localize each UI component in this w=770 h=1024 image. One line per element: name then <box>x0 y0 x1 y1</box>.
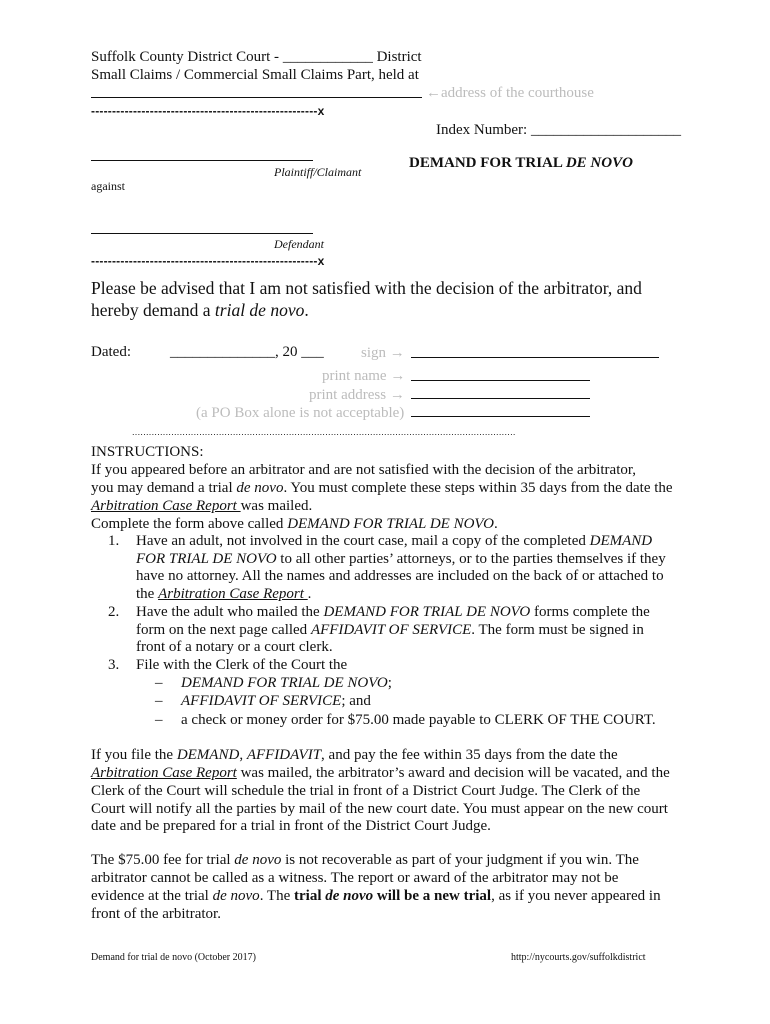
po-box-note: (a PO Box alone is not acceptable) <box>196 405 405 421</box>
step-3-line-1: File with the Clerk of the Court the <box>136 657 348 673</box>
print-address-label: print address → <box>309 387 405 403</box>
form-title <box>409 155 633 172</box>
para3-bold-1: trial <box>294 888 326 904</box>
step2-text-end: forms complete the <box>530 604 650 620</box>
complete-form-line <box>91 515 498 533</box>
caption-separator-top: ------------------------------------------------------x <box>91 104 325 118</box>
cut-line: ......................................................................................................................................... <box>132 427 516 437</box>
against-label: against <box>91 179 125 193</box>
para3-line-3 <box>91 887 661 905</box>
para3-line-2: arbitrator cannot be called as a witness. The report or award of the arbitrator may not be <box>91 870 619 886</box>
file-item-affidavit-end: ; and <box>341 693 371 709</box>
intro2-text: you may demand a trial <box>91 480 237 496</box>
para2-line-2 <box>91 764 670 782</box>
index-number-label <box>436 121 681 139</box>
intro3-text: was mailed. <box>240 498 313 514</box>
address-hint: ←address of the courthouse <box>426 85 594 101</box>
print-address-field-2[interactable] <box>411 416 590 417</box>
index-number-text: Index Number: <box>436 122 528 138</box>
para3-l3-text-end: , as if you never appeared in <box>491 888 661 904</box>
court-part-line: Small Claims / Commercial Small Claims Part, held at <box>91 67 419 83</box>
district-blank: ____________ <box>282 49 373 65</box>
footer-form-id: Demand for trial de novo (October 2017) <box>91 952 256 963</box>
courthouse-address-field[interactable] <box>91 97 422 98</box>
para3-text-end: is not recoverable as part of your judgment if you win. The <box>281 852 639 868</box>
para3-line-1 <box>91 851 639 869</box>
step-3-number: 3. <box>108 657 120 673</box>
notice-text: hereby demand a <box>91 300 215 320</box>
signature-field[interactable] <box>411 357 659 358</box>
file-item-affidavit <box>181 692 371 710</box>
step-1-line-1 <box>136 532 652 550</box>
step-1-line-4 <box>136 585 311 603</box>
step-2-line-1 <box>136 603 650 621</box>
para2-l2-text: was mailed, the arbitrator’s award and decision will be vacated, and the <box>236 765 670 781</box>
para2-line-5: date and be prepared for a trial in front of the District Court Judge. <box>91 818 491 834</box>
print-address-field[interactable] <box>411 398 590 399</box>
court-name-prefix: Suffolk County District Court - <box>91 49 283 65</box>
notice-italic: trial de novo <box>214 300 305 320</box>
instructions-heading: INSTRUCTIONS: <box>91 444 204 460</box>
defendant-field[interactable] <box>91 233 313 234</box>
notice-line-2 <box>91 299 309 321</box>
file-item-demand <box>181 674 392 692</box>
para3-bold-italic: de novo <box>325 888 374 904</box>
intro2-italic: de novo <box>236 480 284 496</box>
dated-label: Dated: <box>91 344 131 360</box>
plaintiff-field[interactable] <box>91 160 313 161</box>
step1-report-ref: Arbitration Case Report <box>158 586 308 602</box>
file-item-demand-end: ; <box>387 675 392 691</box>
step1-l4-text: the <box>136 586 159 602</box>
step-1-line-2 <box>136 550 666 568</box>
caption-separator-bottom: ------------------------------------------------------x <box>91 254 325 268</box>
para2-text-end: , and pay the fee within 35 days from the date the <box>321 747 618 763</box>
bullet-dash: – <box>155 675 163 691</box>
para3-l3-text-2: . The <box>259 888 294 904</box>
step1-l4-period: . <box>307 586 312 602</box>
plaintiff-label: Plaintiff/Claimant <box>274 165 362 179</box>
instructions-intro-2 <box>91 479 673 497</box>
step1-l2-italic: FOR TRIAL DE NOVO <box>136 551 277 567</box>
notice-period: . <box>304 300 309 320</box>
file-item-fee: a check or money order for $75.00 made payable to CLERK OF THE COURT. <box>181 712 656 728</box>
para3-italic: de novo <box>234 852 282 868</box>
step2-l2-text-end: . The form must be signed in <box>471 622 644 638</box>
notice-line-1: Please be advised that I am not satisfied with the decision of the arbitrator, and <box>91 278 642 298</box>
step1-italic: DEMAND <box>589 533 653 549</box>
step2-l2-text: form on the next page called <box>136 622 311 638</box>
instructions-intro-3 <box>91 497 312 515</box>
sign-label: sign → <box>361 345 405 361</box>
step2-text: Have the adult who mailed the <box>136 604 324 620</box>
court-name-suffix: District <box>372 49 422 65</box>
defendant-label: Defendant <box>274 237 324 251</box>
para2-line-4: Court will notify all the parties by mail of the new court date. You must appear on the new court <box>91 801 668 817</box>
instructions-intro-1: If you appeared before an arbitrator and are not satisfied with the decision of the arbitrator, <box>91 462 637 478</box>
para2-text: If you file the <box>91 747 177 763</box>
para3-line-4: front of the arbitrator. <box>91 906 221 922</box>
step-2-number: 2. <box>108 604 120 620</box>
para2-affidavit: AFFIDAVIT <box>246 747 322 763</box>
para3-l3-italic: de novo <box>212 888 260 904</box>
step1-text: Have an adult, not involved in the court case, mail a copy of the completed <box>136 533 590 549</box>
bullet-dash: – <box>155 693 163 709</box>
step-1-number: 1. <box>108 533 120 549</box>
print-name-label: print name → <box>322 368 406 384</box>
file-item-affidavit-italic: AFFIDAVIT OF SERVICE <box>181 693 342 709</box>
index-number-field[interactable]: ____________________ <box>530 122 681 138</box>
bullet-dash: – <box>155 712 163 728</box>
form-title-italic: DE NOVO <box>565 155 633 171</box>
date-field[interactable]: ______________, 20 ___ <box>170 344 324 360</box>
para3-bold-2: will be a new trial <box>373 888 492 904</box>
complete-period: . <box>493 516 498 532</box>
form-title-plain: DEMAND FOR TRIAL <box>409 155 566 171</box>
step2-l2-italic: AFFIDAVIT OF SERVICE <box>310 622 472 638</box>
step-2-line-3: front of a notary or a court clerk. <box>136 639 333 655</box>
step-2-line-2 <box>136 621 644 639</box>
para2-line-1 <box>91 746 618 764</box>
para2-report-ref: Arbitration Case Report <box>91 765 237 781</box>
complete-italic: DEMAND FOR TRIAL DE NOVO <box>287 516 494 532</box>
para3-l3-text: evidence at the trial <box>91 888 213 904</box>
court-name-line <box>91 48 422 66</box>
para2-demand: DEMAND <box>176 747 240 763</box>
para3-text: The $75.00 fee for trial <box>91 852 235 868</box>
arbitration-report-ref: Arbitration Case Report <box>91 498 241 514</box>
para2-comma: , <box>239 747 247 763</box>
print-name-field[interactable] <box>411 380 590 381</box>
step1-l2-text: to all other parties’ attorneys, or to the parties themselves if they <box>276 551 666 567</box>
footer-url[interactable]: http://nycourts.gov/suffolkdistrict <box>511 952 646 963</box>
step2-italic: DEMAND FOR TRIAL DE NOVO <box>323 604 531 620</box>
step-1-line-3: have no attorney. All the names and addresses are included on the back of or attached to <box>136 568 664 584</box>
intro2-text-end: . You must complete these steps within 35 days from the date the <box>283 480 673 496</box>
file-item-demand-italic: DEMAND FOR TRIAL DE NOVO <box>181 675 388 691</box>
para2-line-3: Clerk of the Court will schedule the trial in front of a District Court Judge. The Clerk of the <box>91 783 641 799</box>
complete-text: Complete the form above called <box>91 516 288 532</box>
